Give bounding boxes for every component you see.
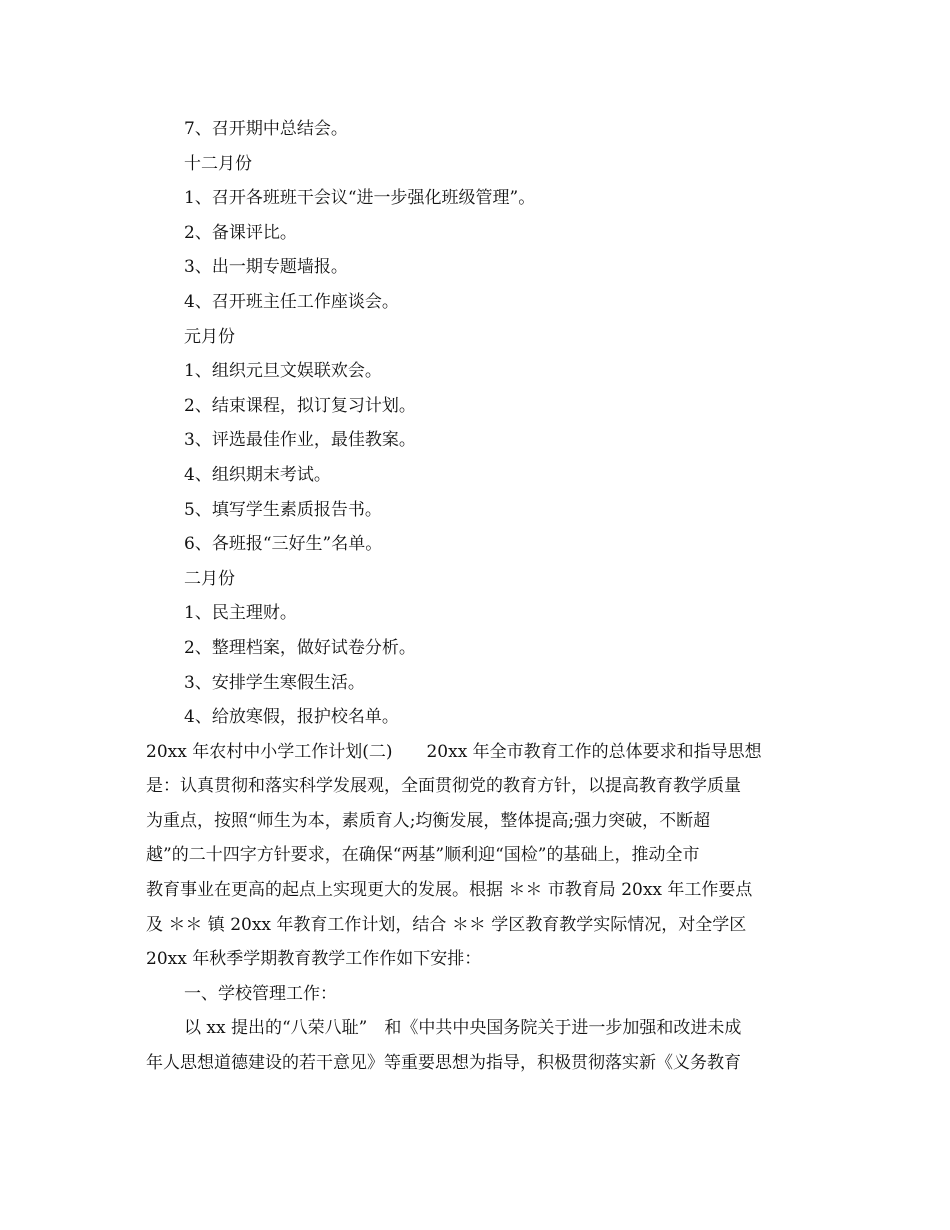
section-paragraph-line: 以 xx 提出的“八荣八耻” 和《中共中央国务院关于进一步加强和改进未成 [184,1018,742,1039]
list-item: 2、结束课程，拟订复习计划。 [184,395,416,416]
list-item: 4、给放寒假，报护校名单。 [184,707,399,728]
month-heading-february: 二月份 [184,568,235,589]
list-item: 7、召开期中总结会。 [184,119,348,139]
intro-paragraph-line: 20xx 年秋季学期教育教学工作作如下安排： [146,949,482,970]
list-item: 1、召开各班班干会议“进一步强化班级管理”。 [184,188,536,209]
list-item: 4、组织期末考试。 [184,464,331,485]
list-item: 6、各班报“三好生”名单。 [184,534,383,555]
section-heading: 一、学校管理工作： [184,983,337,1004]
list-item: 3、评选最佳作业，最佳教案。 [184,430,416,451]
month-heading-december: 十二月份 [184,153,252,174]
intro-paragraph-line: 是：认真贯彻和落实科学发展观，全面贯彻党的教育方针，以提高教育教学质量 [146,776,741,797]
list-item: 2、备课评比。 [184,222,297,243]
intro-paragraph-line: 教育事业在更高的起点上实现更大的发展。根据 ＊＊ 市教育局 20xx 年工作要点 [146,880,753,901]
list-item: 1、组织元旦文娱联欢会。 [184,361,382,382]
intro-paragraph-line: 越”的二十四字方针要求，在确保“两基”顺利迎“国检”的基础上，推动全市 [146,845,700,866]
intro-paragraph-line: 20xx 年农村中小学工作计划(二) 20xx 年全市教育工作的总体要求和指导思想 [146,741,762,762]
intro-paragraph-line: 为重点，按照“师生为本，素质育人;均衡发展，整体提高;强力突破，不断超 [146,810,711,831]
list-item: 5、填写学生素质报告书。 [184,499,382,520]
list-item: 4、召开班主任工作座谈会。 [184,291,399,312]
list-item: 3、安排学生寒假生活。 [184,672,365,693]
section-paragraph-line: 年人思想道德建设的若干意见》等重要思想为指导，积极贯彻落实新《义务教育 [146,1053,741,1074]
intro-paragraph-line: 及 ＊＊ 镇 20xx 年教育工作计划，结合 ＊＊ 学区教育教学实际情况，对全学区 [146,914,747,935]
document-body [146,112,806,1081]
list-item: 2、整理档案，做好试卷分析。 [184,637,416,658]
list-item: 3、出一期专题墙报。 [184,257,348,278]
month-heading-january: 元月份 [184,326,235,347]
list-item: 1、民主理财。 [184,603,297,624]
